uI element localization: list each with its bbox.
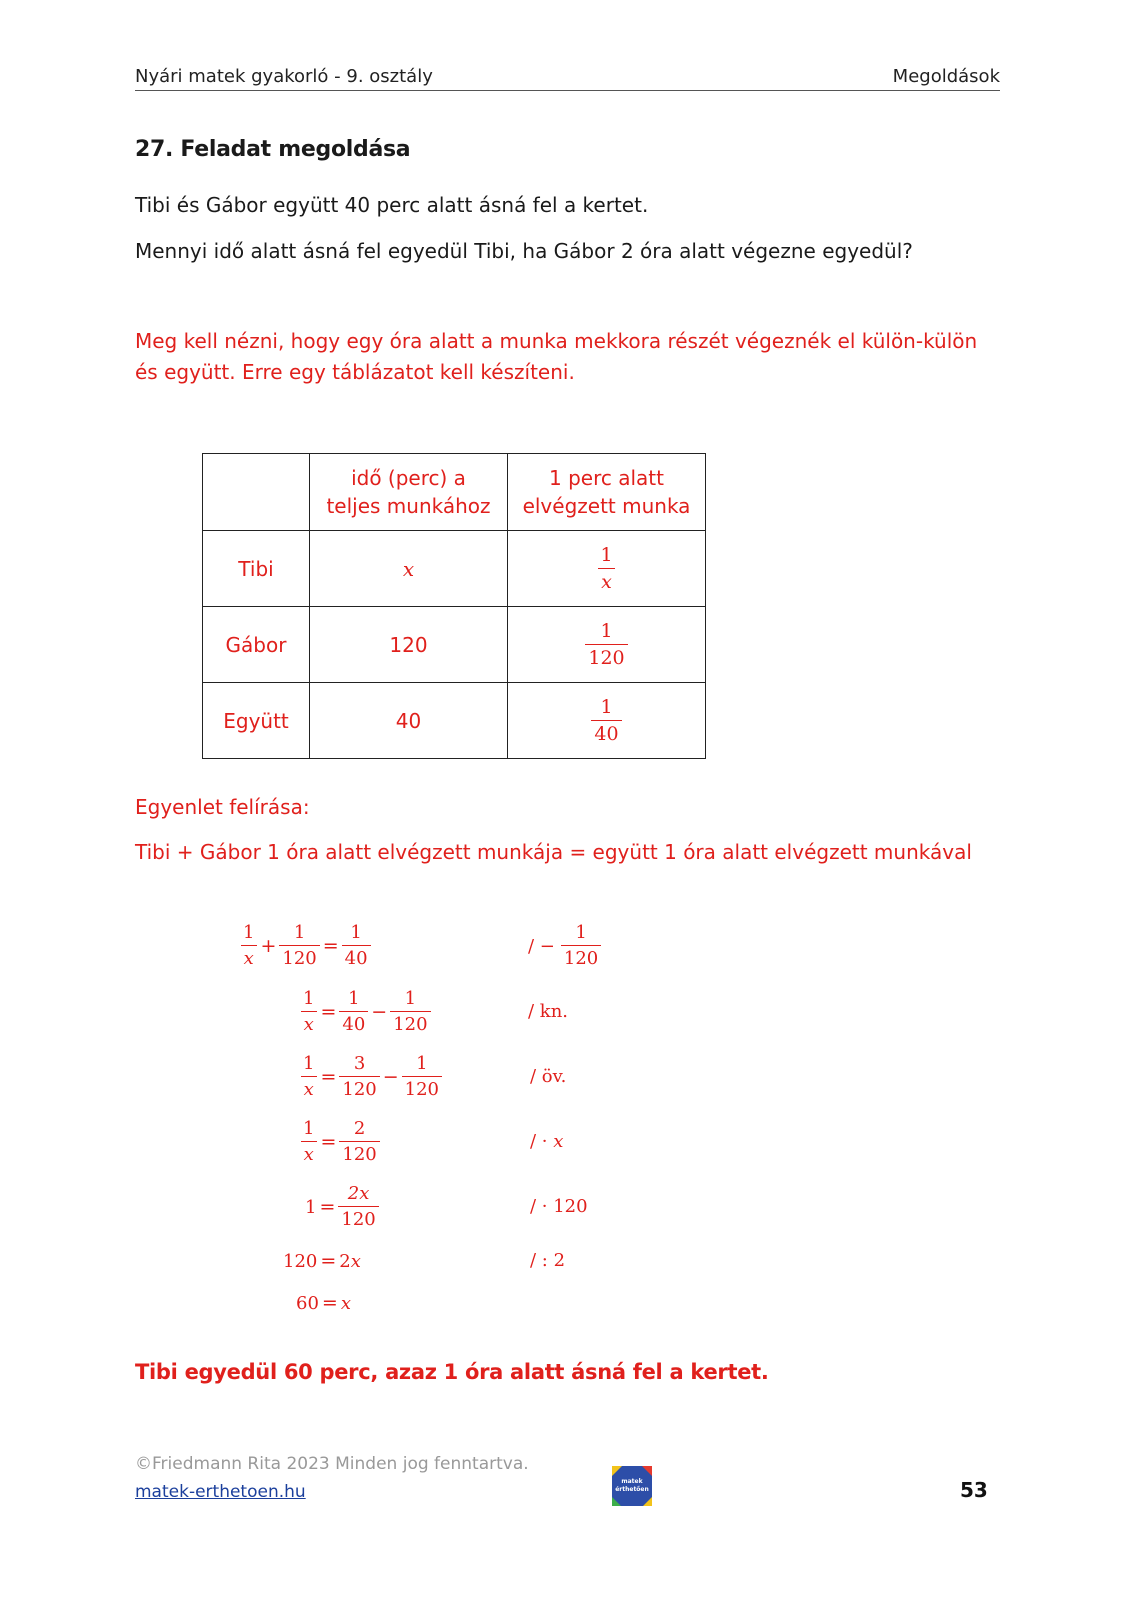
equation-step-7 — [296, 1292, 351, 1314]
fraction — [402, 1055, 442, 1099]
problem-line-2: Mennyi idő alatt ásná fel egyedül Tibi, ha Gábor 2 óra alatt végezne egyedül? — [135, 239, 913, 263]
fraction-denominator: x — [301, 1141, 317, 1164]
equation-step-4 — [300, 1120, 380, 1164]
note-operator: / − — [528, 935, 555, 957]
conclusion: Tibi egyedül 60 perc, azaz 1 óra alatt ásná fel a kertet. — [135, 1360, 769, 1384]
fraction — [339, 1055, 379, 1099]
equation-step-3 — [300, 1055, 442, 1099]
table-header-work-text: 1 perc alatt elvégzett munka — [522, 466, 691, 518]
lhs-value: 120 — [283, 1250, 318, 1272]
logo-text-1: matek — [621, 1478, 643, 1485]
step-5-note: / · 120 — [530, 1196, 588, 1217]
row-rate — [508, 683, 706, 759]
fraction-denominator: 120 — [585, 644, 627, 668]
fraction-denominator: 120 — [338, 1206, 378, 1229]
solution-intro: Meg kell nézni, hogy egy óra alatt a munka mekkora részét végeznék el külön-külön és együtt. Erre egy táblázatot kell készíteni. — [135, 329, 978, 384]
step-6-note: / : 2 — [530, 1250, 566, 1271]
table-header-empty — [203, 454, 310, 531]
rhs-variable: x — [340, 1292, 351, 1314]
fraction-denominator: 40 — [591, 720, 621, 744]
equation-step-6 — [283, 1250, 361, 1272]
table-header-time — [310, 454, 508, 531]
equals-sign: = — [321, 1292, 338, 1314]
table-header-row — [203, 454, 706, 531]
fraction-numerator: 1 — [303, 988, 315, 1009]
logo-text-2: érthetően — [615, 1486, 649, 1493]
fraction — [339, 1120, 379, 1164]
equation-step-2 — [300, 990, 431, 1034]
note-operator: / · — [530, 1131, 554, 1152]
equals-sign: = — [320, 1001, 337, 1023]
rate-fraction — [591, 695, 621, 745]
rhs-variable: x — [350, 1250, 361, 1272]
fraction — [561, 924, 601, 968]
step-2-note: / kn. — [528, 1001, 569, 1022]
row-name: Tibi — [203, 531, 310, 607]
fraction — [300, 1055, 317, 1099]
fraction-denominator: 120 — [279, 945, 319, 968]
equals-sign: = — [320, 1066, 337, 1088]
equation-step-5 — [305, 1185, 379, 1229]
table-row — [203, 531, 706, 607]
fraction-numerator: 1 — [293, 922, 306, 943]
fraction-numerator: 2 — [353, 1118, 366, 1139]
fraction-numerator: 1 — [303, 1118, 315, 1139]
equation-heading: Egyenlet felírása: — [135, 795, 310, 819]
fraction — [300, 990, 317, 1034]
footer-website-link[interactable]: matek-erthetoen.hu — [135, 1482, 306, 1502]
plus-sign: + — [260, 935, 277, 957]
minus-sign: − — [382, 1066, 399, 1088]
fraction-denominator: 120 — [561, 945, 601, 968]
fraction-numerator: 1 — [575, 922, 587, 943]
fraction — [240, 924, 257, 968]
equation-description: Tibi + Gábor 1 óra alatt elvégzett munkája = együtt 1 óra alatt elvégzett munkával — [135, 840, 972, 864]
header-divider — [135, 90, 1000, 91]
lhs-value: 60 — [296, 1292, 319, 1314]
row-rate — [508, 531, 706, 607]
fraction-denominator: x — [598, 568, 615, 592]
fraction — [390, 990, 430, 1034]
fraction-denominator: 120 — [390, 1011, 430, 1034]
row-rate — [508, 607, 706, 683]
problem-line-1: Tibi és Gábor együtt 40 perc alatt ásná fel a kertet. — [135, 193, 649, 217]
fraction — [342, 924, 371, 968]
row-name: Gábor — [203, 607, 310, 683]
fraction-denominator: 120 — [339, 1141, 379, 1164]
row-time: 40 — [310, 683, 508, 759]
step-3-note: / öv. — [530, 1066, 567, 1087]
fraction-numerator: 1 — [600, 543, 613, 566]
fraction-denominator: 120 — [339, 1076, 379, 1099]
row-time-value: x — [402, 556, 415, 581]
matek-erthetoen-logo — [612, 1466, 652, 1506]
header-right: Megoldások — [892, 66, 1000, 87]
fraction — [338, 1185, 378, 1229]
fraction-numerator: 1 — [416, 1053, 428, 1074]
equals-sign: = — [320, 1131, 337, 1153]
work-table — [202, 453, 706, 759]
fraction-denominator: x — [241, 945, 257, 968]
fraction — [279, 924, 319, 968]
step-4-note — [530, 1131, 563, 1152]
fraction-numerator: 1 — [303, 1053, 315, 1074]
row-time: 120 — [310, 607, 508, 683]
fraction-numerator: 1 — [600, 695, 613, 718]
fraction-denominator: x — [301, 1076, 317, 1099]
row-time — [310, 531, 508, 607]
fraction-numerator: 1 — [600, 619, 613, 642]
rate-fraction — [597, 543, 615, 593]
rhs-coefficient: 2 — [339, 1250, 351, 1272]
note-variable: x — [553, 1131, 564, 1152]
fraction-numerator: 2x — [347, 1183, 370, 1204]
fraction-numerator: 1 — [243, 922, 255, 943]
equals-sign: = — [319, 1196, 336, 1218]
header-left: Nyári matek gyakorló - 9. osztály — [135, 66, 433, 87]
table-header-time-text: idő (perc) a teljes munkához — [326, 466, 491, 518]
page-number: 53 — [960, 1478, 988, 1502]
fraction-denominator: 120 — [402, 1076, 442, 1099]
fraction — [339, 990, 368, 1034]
fraction-numerator: 1 — [350, 922, 362, 943]
footer-copyright: ©Friedmann Rita 2023 Minden jog fenntartva. — [135, 1454, 529, 1474]
fraction-denominator: x — [301, 1011, 317, 1034]
fraction — [300, 1120, 317, 1164]
equals-sign: = — [322, 935, 339, 957]
table-row — [203, 683, 706, 759]
fraction-numerator: 1 — [348, 988, 360, 1009]
rate-fraction — [585, 619, 627, 669]
exercise-title: 27. Feladat megoldása — [135, 137, 411, 162]
fraction-numerator: 1 — [404, 988, 417, 1009]
equation-step-1 — [240, 924, 371, 968]
minus-sign: − — [371, 1001, 388, 1023]
fraction-denominator: 40 — [342, 945, 371, 968]
table-header-work — [508, 454, 706, 531]
lhs-value: 1 — [305, 1196, 317, 1218]
equals-sign: = — [320, 1250, 337, 1272]
fraction-numerator: 3 — [353, 1053, 366, 1074]
row-name: Együtt — [203, 683, 310, 759]
fraction-denominator: 40 — [339, 1011, 368, 1034]
step-1-note — [528, 924, 601, 968]
table-row — [203, 607, 706, 683]
